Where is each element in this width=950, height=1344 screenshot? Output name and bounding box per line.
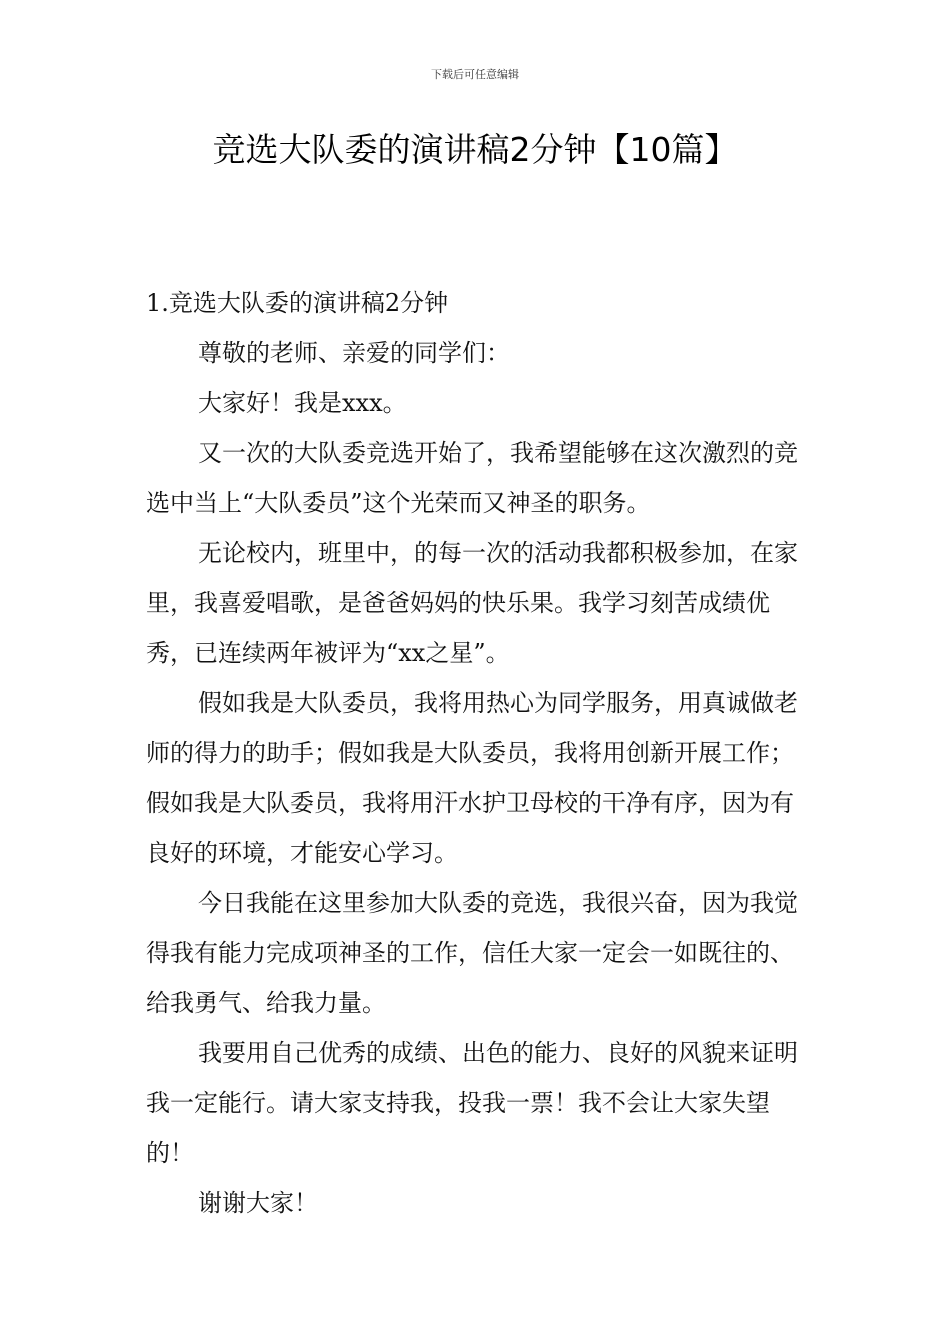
paragraph-greeting: 大家好！我是xxx。 [198,389,407,417]
section-heading: 1.竞选大队委的演讲稿2分钟 [146,289,449,317]
header-note: 下载后可任意编辑 [431,68,519,81]
paragraph: 今日我能在这里参加大队委的竞选，我很兴奋，因为我觉得我有能力完成项神圣的工作，信任大家一定会一如既往的、给我勇气、给我力量。 [146,889,798,1017]
paragraph: 我要用自己优秀的成绩、出色的能力、良好的风貌来证明我一定能行。请大家支持我，投我一票！我不会让大家失望的！ [146,1039,798,1167]
document-title: 竞选大队委的演讲稿2分钟【10篇】 [212,130,738,169]
document-body [146,278,808,1228]
paragraph-closing: 谢谢大家！ [198,1189,318,1217]
paragraph: 假如我是大队委员，我将用热心为同学服务，用真诚做老师的得力的助手；假如我是大队委员，我将用创新开展工作；假如我是大队委员，我将用汗水护卫母校的干净有序，因为有良好的环境，才能安心学习。 [146,689,798,867]
paragraph: 又一次的大队委竞选开始了，我希望能够在这次激烈的竞选中当上“大队委员”这个光荣而又神圣的职务。 [146,439,798,517]
paragraph-salutation: 尊敬的老师、亲爱的同学们： [198,339,510,367]
paragraph: 无论校内，班里中，的每一次的活动我都积极参加，在家里，我喜爱唱歌，是爸爸妈妈的快乐果。我学习刻苦成绩优秀，已连续两年被评为“xx之星”。 [146,539,798,667]
